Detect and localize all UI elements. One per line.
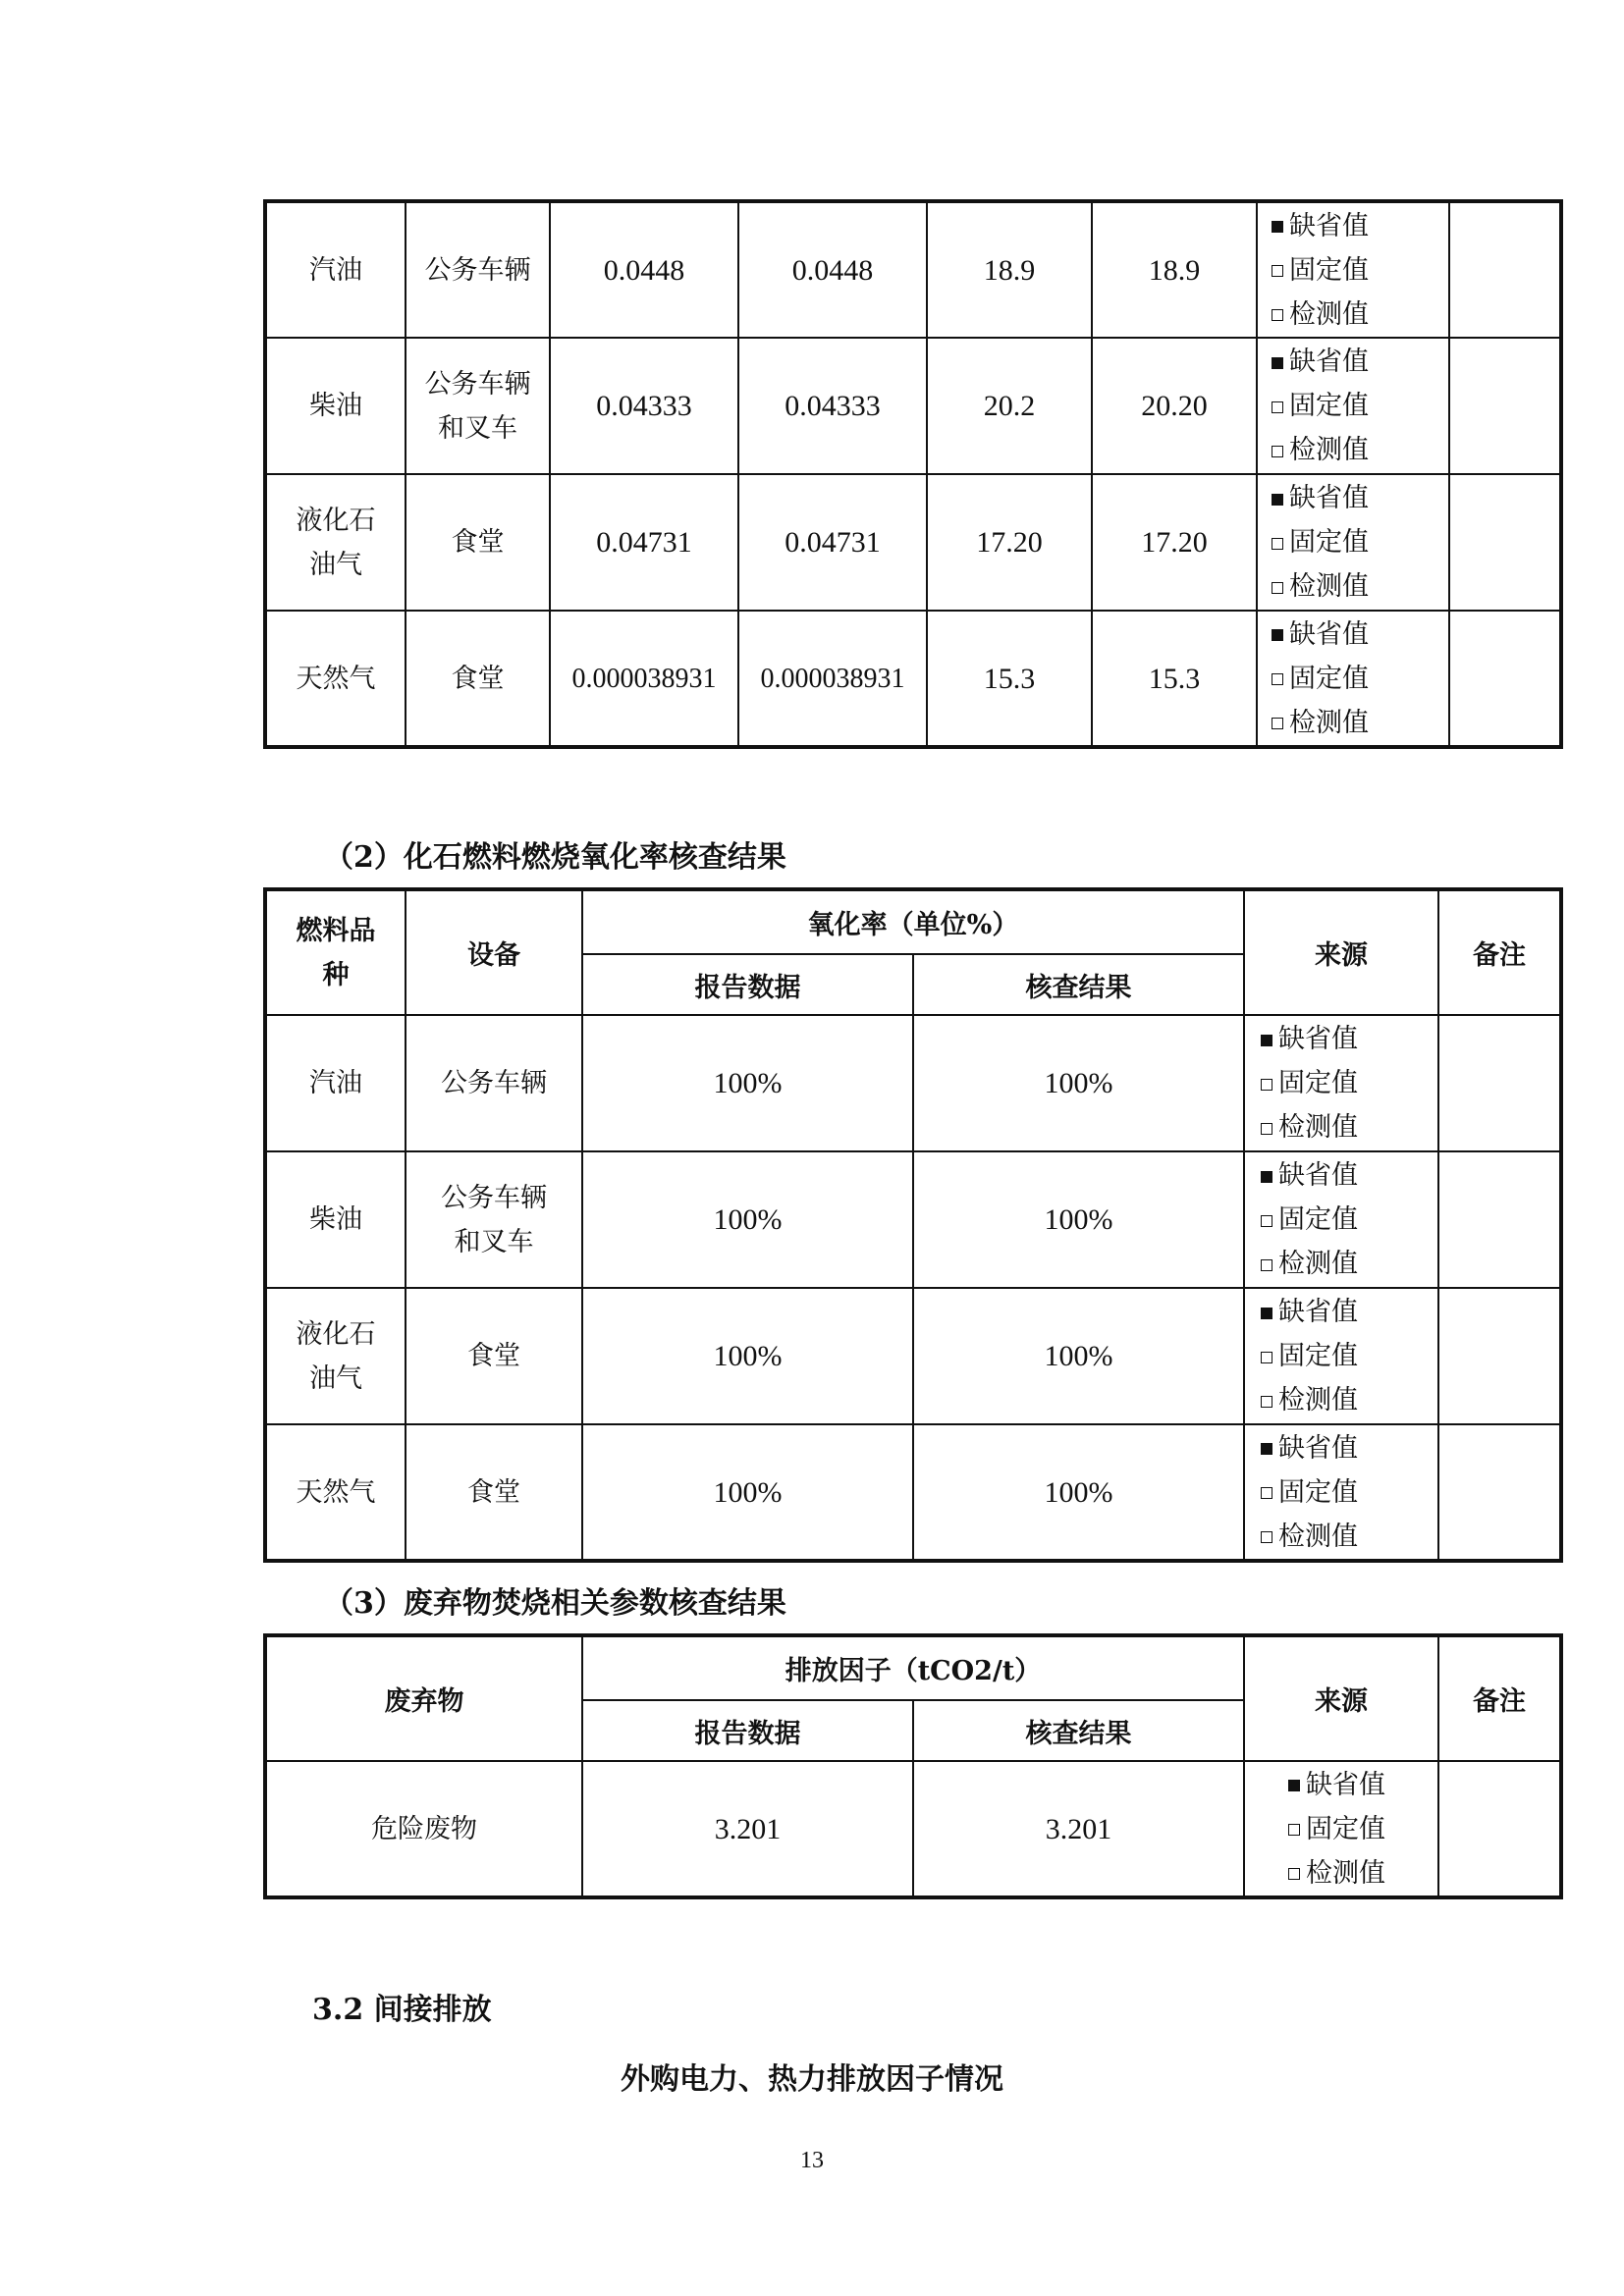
checked-box-icon	[1261, 1035, 1272, 1046]
unchecked-box-icon	[1261, 1531, 1272, 1543]
source-cell: 缺省值 固定值 检测值	[1257, 201, 1449, 338]
note-cell	[1449, 201, 1561, 338]
section-heading: （2）化石燃料燃烧氧化率核查结果	[324, 840, 786, 875]
unchecked-box-icon	[1272, 309, 1283, 321]
fuel-cell: 天然气	[265, 611, 406, 747]
emission-factor-group-header: 排放因子（tCO2/t）	[582, 1635, 1244, 1700]
table-row	[265, 201, 1561, 338]
source-cell: 缺省值 固定值 检测值	[1244, 1424, 1438, 1561]
unchecked-box-icon	[1261, 1487, 1272, 1499]
value-cell: 0.04333	[738, 338, 927, 474]
value-cell: 18.9	[1092, 201, 1257, 338]
value-cell: 0.04731	[550, 474, 738, 611]
device-cell: 食堂	[406, 1424, 582, 1561]
verified-cell: 100%	[913, 1015, 1244, 1151]
table-row	[265, 1761, 1561, 1897]
fuel-cell: 汽油	[265, 1015, 406, 1151]
source-cell: 缺省值 固定值 检测值	[1257, 338, 1449, 474]
verified-cell: 100%	[913, 1288, 1244, 1424]
value-cell: 0.0448	[550, 201, 738, 338]
value-cell: 0.04333	[550, 338, 738, 474]
unchecked-box-icon	[1272, 538, 1283, 550]
page-number: 13	[800, 2148, 824, 2173]
value-cell: 0.04731	[738, 474, 927, 611]
value-cell: 15.3	[927, 611, 1092, 747]
waste-cell: 危险废物	[265, 1761, 582, 1897]
unchecked-box-icon	[1261, 1123, 1272, 1135]
verified-cell: 3.201	[913, 1761, 1244, 1897]
reported-cell: 100%	[582, 1424, 913, 1561]
checked-box-icon	[1261, 1171, 1272, 1183]
reported-cell: 100%	[582, 1288, 913, 1424]
unchecked-box-icon	[1272, 718, 1283, 729]
reported-cell: 3.201	[582, 1761, 913, 1897]
unchecked-box-icon	[1272, 401, 1283, 413]
value-cell: 20.2	[927, 338, 1092, 474]
verified-cell: 100%	[913, 1151, 1244, 1288]
table-caption: 外购电力、热力排放因子情况	[621, 2062, 1003, 2097]
note-header: 备注	[1438, 889, 1561, 1015]
table-row	[265, 338, 1561, 474]
fuel-cell: 汽油	[265, 201, 406, 338]
unchecked-box-icon	[1272, 265, 1283, 277]
note-cell	[1438, 1288, 1561, 1424]
value-cell: 17.20	[1092, 474, 1257, 611]
fuel-cell: 液化石油气	[265, 1288, 406, 1424]
value-cell: 18.9	[927, 201, 1092, 338]
checked-box-icon	[1272, 221, 1283, 233]
note-cell	[1449, 611, 1561, 747]
header-row	[265, 889, 1561, 954]
device-header: 设备	[406, 889, 582, 1015]
note-cell	[1449, 474, 1561, 611]
value-cell: 0.000038931	[550, 611, 738, 747]
section-heading: 3.2 间接排放	[312, 1993, 492, 2027]
source-cell: 缺省值 固定值 检测值	[1244, 1761, 1438, 1897]
device-cell: 公务车辆和叉车	[406, 338, 550, 474]
device-cell: 公务车辆	[406, 1015, 582, 1151]
device-cell: 食堂	[406, 474, 550, 611]
table-row	[265, 1424, 1561, 1561]
header-row	[265, 1635, 1561, 1700]
waste-header: 废弃物	[265, 1635, 582, 1761]
table-row	[265, 611, 1561, 747]
unchecked-box-icon	[1272, 582, 1283, 594]
note-cell	[1438, 1424, 1561, 1561]
device-cell: 公务车辆	[406, 201, 550, 338]
device-cell: 公务车辆和叉车	[406, 1151, 582, 1288]
unchecked-box-icon	[1272, 446, 1283, 457]
verified-header: 核查结果	[913, 954, 1244, 1015]
fuel-cell: 天然气	[265, 1424, 406, 1561]
fuel-cell: 液化石油气	[265, 474, 406, 611]
unchecked-box-icon	[1288, 1824, 1300, 1836]
checked-box-icon	[1272, 494, 1283, 506]
verified-header: 核查结果	[913, 1700, 1244, 1761]
table-row	[265, 1151, 1561, 1288]
unchecked-box-icon	[1261, 1352, 1272, 1363]
unchecked-box-icon	[1261, 1079, 1272, 1091]
oxidation-group-header: 氧化率（单位%）	[582, 889, 1244, 954]
source-cell: 缺省值 固定值 检测值	[1257, 611, 1449, 747]
note-cell	[1438, 1015, 1561, 1151]
oxidation-rate-table	[263, 887, 1563, 1563]
source-cell: 缺省值 固定值 检测值	[1244, 1288, 1438, 1424]
table-row	[265, 1015, 1561, 1151]
fuel-cell: 柴油	[265, 1151, 406, 1288]
unchecked-box-icon	[1272, 673, 1283, 685]
reported-header: 报告数据	[582, 954, 913, 1015]
checked-box-icon	[1272, 357, 1283, 369]
value-cell: 15.3	[1092, 611, 1257, 747]
note-cell	[1438, 1761, 1561, 1897]
unchecked-box-icon	[1261, 1259, 1272, 1271]
source-cell: 缺省值 固定值 检测值	[1244, 1151, 1438, 1288]
reported-cell: 100%	[582, 1015, 913, 1151]
source-cell: 缺省值 固定值 检测值	[1244, 1015, 1438, 1151]
checked-box-icon	[1272, 629, 1283, 641]
checked-box-icon	[1261, 1308, 1272, 1319]
note-header: 备注	[1438, 1635, 1561, 1761]
unchecked-box-icon	[1261, 1396, 1272, 1408]
source-header: 来源	[1244, 1635, 1438, 1761]
unchecked-box-icon	[1261, 1215, 1272, 1227]
device-cell: 食堂	[406, 1288, 582, 1424]
reported-cell: 100%	[582, 1151, 913, 1288]
verified-cell: 100%	[913, 1424, 1244, 1561]
fuel-cell: 柴油	[265, 338, 406, 474]
checked-box-icon	[1261, 1443, 1272, 1455]
checked-box-icon	[1288, 1780, 1300, 1791]
value-cell: 17.20	[927, 474, 1092, 611]
value-cell: 0.0448	[738, 201, 927, 338]
emission-factor-table	[263, 199, 1563, 749]
device-cell: 食堂	[406, 611, 550, 747]
section-heading: （3）废弃物焚烧相关参数核查结果	[324, 1586, 786, 1621]
source-header: 来源	[1244, 889, 1438, 1015]
reported-header: 报告数据	[582, 1700, 913, 1761]
value-cell: 0.000038931	[738, 611, 927, 747]
note-cell	[1449, 338, 1561, 474]
waste-incineration-table	[263, 1633, 1563, 1899]
note-cell	[1438, 1151, 1561, 1288]
source-cell: 缺省值 固定值 检测值	[1257, 474, 1449, 611]
unchecked-box-icon	[1288, 1868, 1300, 1880]
fuel-header: 燃料品种	[265, 889, 406, 1015]
table-row	[265, 474, 1561, 611]
table-row	[265, 1288, 1561, 1424]
value-cell: 20.20	[1092, 338, 1257, 474]
